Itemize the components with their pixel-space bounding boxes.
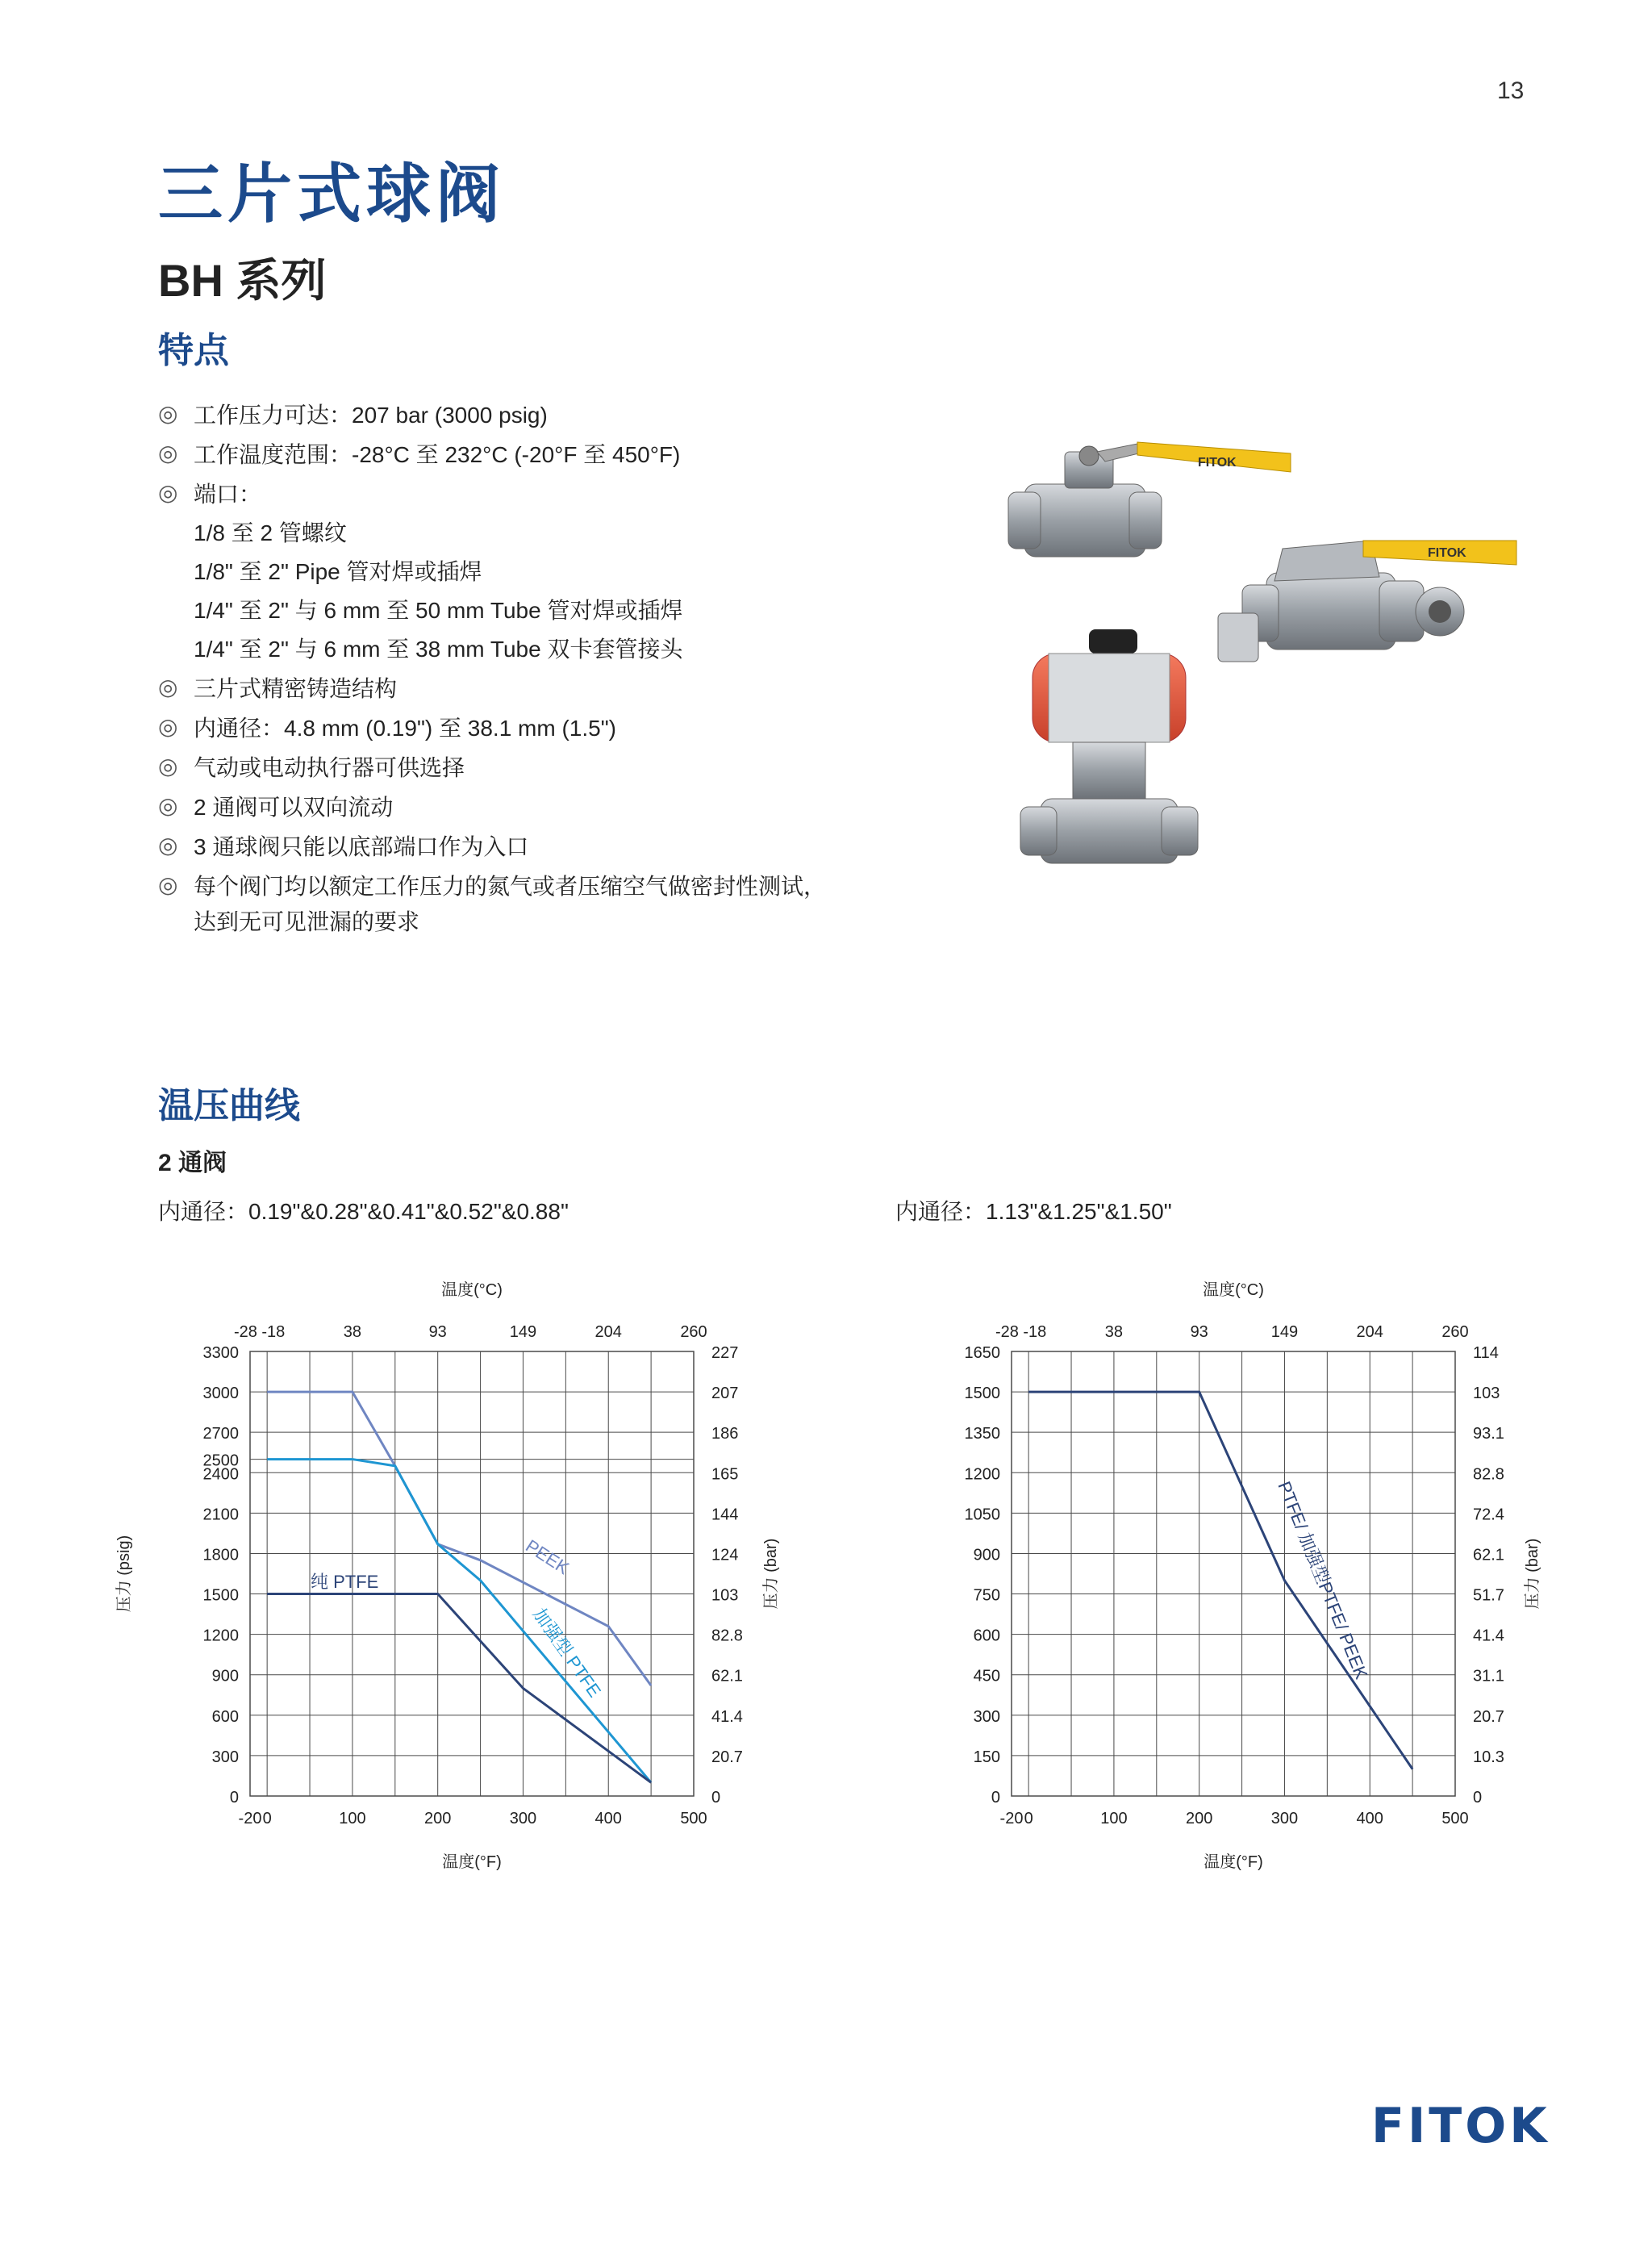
x-tick-label: 500 <box>680 1810 707 1827</box>
two-way-label: 2 通阀 <box>158 1150 227 1176</box>
curve-heading: 温压曲线 <box>158 1086 300 1126</box>
right-tick-label: 93.1 <box>1473 1425 1504 1443</box>
top-tick-label: 38 <box>343 1323 362 1341</box>
right-tick-label: 82.8 <box>1473 1465 1504 1484</box>
top-tick-label: 260 <box>680 1323 707 1341</box>
right-tick-label: 82.8 <box>711 1627 743 1645</box>
x-tick-label: 300 <box>509 1810 537 1827</box>
x-tick-label: 200 <box>424 1810 452 1827</box>
feature-text: 2 通阀可以双向流动 <box>194 794 394 820</box>
y-tick-label: 1350 <box>964 1425 1000 1443</box>
y-tick-label: 1650 <box>964 1344 1000 1362</box>
top-tick-label: 38 <box>1104 1323 1124 1341</box>
feature-item <box>158 394 826 433</box>
top-axis-title: 温度(°C) <box>1203 1281 1264 1299</box>
bullet-icon: ◎ <box>158 754 178 779</box>
fitok-logo: FITOK <box>1371 2098 1550 2154</box>
y-tick-label: 900 <box>973 1546 1000 1564</box>
series-label: PTFE/ 加强型PTFE/ PEEK <box>1274 1478 1372 1682</box>
feature-continuation: 达到无可见泄漏的要求 <box>194 909 420 934</box>
feature-item <box>158 667 826 707</box>
top-tick-label: 204 <box>594 1323 622 1341</box>
y-tick-label: 900 <box>211 1667 239 1685</box>
y-tick-label: 300 <box>211 1748 239 1766</box>
top-tick-label: 93 <box>1190 1323 1208 1341</box>
y-tick-label: 0 <box>991 1789 1000 1807</box>
pressure-temperature-chart-2 <box>826 1243 1652 1888</box>
y-tick-label: 600 <box>973 1627 1000 1645</box>
feature-text: 工作压力可达：207 bar (3000 psig) <box>194 402 548 428</box>
plot-frame <box>1012 1351 1455 1796</box>
x-tick-label: 100 <box>1100 1810 1128 1827</box>
y-tick-label: 2100 <box>202 1506 239 1524</box>
valve-photo-2 <box>1218 541 1516 662</box>
top-tick-label: 204 <box>1356 1323 1383 1341</box>
y-tick-label: 2400 <box>202 1465 239 1484</box>
y-tick-label: 3300 <box>202 1344 239 1362</box>
bullet-icon: ◎ <box>158 480 178 505</box>
right-tick-label: 31.1 <box>1473 1667 1504 1685</box>
series-line <box>1028 1392 1412 1769</box>
feature-item <box>158 746 826 786</box>
right-tick-label: 20.7 <box>1473 1707 1504 1726</box>
product-images <box>1000 428 1565 896</box>
feature-item <box>158 707 826 746</box>
top-tick-label: -28 -18 <box>233 1323 286 1341</box>
top-tick-label: -28 -18 <box>995 1323 1047 1341</box>
right-tick-label: 186 <box>711 1425 739 1443</box>
y-tick-label: 0 <box>229 1789 239 1807</box>
right-tick-label: 114 <box>1473 1344 1499 1362</box>
right-tick-label: 165 <box>711 1465 739 1484</box>
right-tick-label: 0 <box>711 1789 721 1807</box>
series-title: BH 系列 <box>158 255 327 306</box>
features-heading: 特点 <box>158 331 229 370</box>
right-tick-label: 10.3 <box>1473 1748 1504 1766</box>
right-axis-title: 压力 (bar) <box>762 1538 780 1610</box>
right-tick-label: 41.4 <box>711 1707 743 1726</box>
y-tick-label: 2500 <box>202 1451 239 1470</box>
right-tick-label: 144 <box>711 1506 739 1524</box>
y-tick-label: 1200 <box>202 1627 239 1645</box>
y-tick-label: 750 <box>973 1586 1000 1605</box>
y-tick-label: 150 <box>973 1748 1000 1766</box>
series-label: 纯 PTFE <box>311 1572 379 1592</box>
feature-item <box>158 865 826 904</box>
feature-text: 三片式精密铸造结构 <box>194 675 398 701</box>
x-tick-label: 0 <box>262 1810 272 1827</box>
right-tick-label: 103 <box>711 1586 739 1605</box>
bullet-icon: ◎ <box>158 793 178 818</box>
right-tick-label: 0 <box>1473 1789 1483 1807</box>
bullet-icon: ◎ <box>158 714 178 739</box>
y-tick-label: 300 <box>973 1707 1000 1726</box>
page-number: 13 <box>1497 77 1525 104</box>
feature-subitem: 1/8" 至 2" Pipe 管对焊或插焊 <box>194 559 482 584</box>
right-tick-label: 72.4 <box>1473 1506 1504 1524</box>
y-tick-label: 1500 <box>964 1385 1000 1403</box>
pressure-temperature-chart-1 <box>0 1243 826 1888</box>
right-tick-label: 103 <box>1473 1385 1500 1403</box>
feature-item <box>158 473 826 512</box>
x-tick-label: 300 <box>1270 1810 1299 1827</box>
x-tick-label: -20 <box>238 1810 262 1827</box>
y-tick-label: 1050 <box>964 1506 1000 1524</box>
right-tick-label: 124 <box>711 1546 739 1564</box>
right-axis-title: 压力 (bar) <box>1524 1538 1541 1610</box>
y-tick-label: 1500 <box>202 1586 239 1605</box>
y-tick-label: 1200 <box>964 1465 1000 1484</box>
chart-2-caption: 内通径：1.13"&1.25"&1.50" <box>895 1199 1172 1224</box>
x-tick-label: -20 <box>999 1810 1024 1827</box>
y-tick-label: 600 <box>211 1707 239 1726</box>
actuator-valve-photo <box>1020 629 1198 863</box>
x-tick-label: 400 <box>594 1810 622 1827</box>
x-tick-label: 0 <box>1024 1810 1033 1827</box>
right-tick-label: 62.1 <box>1473 1546 1504 1564</box>
series-line <box>267 1460 651 1783</box>
chart-1-caption: 内通径：0.19"&0.28"&0.41"&0.52"&0.88" <box>158 1199 569 1224</box>
y-tick-label: 1800 <box>202 1546 239 1564</box>
features-list <box>158 394 826 937</box>
y-tick-label: 450 <box>973 1667 1000 1685</box>
handle-label-1: FITOK <box>1198 456 1237 470</box>
bullet-icon: ◎ <box>158 833 178 858</box>
feature-text: 气动或电动执行器可供选择 <box>194 754 465 780</box>
handle-label-2: FITOK <box>1428 546 1466 560</box>
x-tick-label: 500 <box>1441 1810 1469 1827</box>
x-axis-title: 温度(°F) <box>442 1853 502 1871</box>
feature-subitem: 1/4" 至 2" 与 6 mm 至 38 mm Tube 双卡套管接头 <box>194 637 683 662</box>
right-tick-label: 62.1 <box>711 1667 743 1685</box>
bullet-icon: ◎ <box>158 872 178 897</box>
right-tick-label: 51.7 <box>1473 1586 1504 1605</box>
feature-text: 内通径：4.8 mm (0.19") 至 38.1 mm (1.5") <box>194 715 616 741</box>
valve-photo-1 <box>1008 442 1291 557</box>
feature-text: 端口： <box>194 481 262 507</box>
x-tick-label: 400 <box>1356 1810 1383 1827</box>
x-tick-label: 200 <box>1186 1810 1213 1827</box>
top-tick-label: 260 <box>1441 1323 1469 1341</box>
feature-item <box>158 825 826 865</box>
page-title: 三片式球阀 <box>158 158 505 230</box>
feature-subitem: 1/8 至 2 管螺纹 <box>194 520 347 545</box>
bullet-icon: ◎ <box>158 675 178 700</box>
y-axis-title: 压力 (psig) <box>115 1535 133 1613</box>
feature-subitem: 1/4" 至 2" 与 6 mm 至 50 mm Tube 管对焊或插焊 <box>194 598 683 623</box>
x-axis-title: 温度(°F) <box>1204 1853 1263 1871</box>
feature-item <box>158 786 826 825</box>
right-tick-label: 207 <box>711 1385 739 1403</box>
right-tick-label: 20.7 <box>711 1748 743 1766</box>
top-tick-label: 93 <box>428 1323 447 1341</box>
top-tick-label: 149 <box>509 1323 537 1341</box>
feature-text: 每个阀门均以额定工作压力的氮气或者压缩空气做密封性测试， <box>194 873 827 899</box>
x-tick-label: 100 <box>339 1810 366 1827</box>
y-tick-label: 3000 <box>202 1385 239 1403</box>
feature-item <box>158 433 826 473</box>
series-line <box>267 1392 651 1685</box>
top-axis-title: 温度(°C) <box>441 1281 503 1299</box>
right-tick-label: 227 <box>711 1344 739 1362</box>
feature-text: 工作温度范围：-28°C 至 232°C (-20°F 至 450°F) <box>194 441 681 467</box>
bullet-icon: ◎ <box>158 441 178 466</box>
series-label: PEEK <box>522 1535 574 1579</box>
y-tick-label: 2700 <box>202 1425 239 1443</box>
feature-text: 3 通球阀只能以底部端口作为入口 <box>194 833 529 859</box>
series-label: 加强型 PTFE <box>528 1604 605 1702</box>
top-tick-label: 149 <box>1270 1323 1299 1341</box>
right-tick-label: 41.4 <box>1473 1627 1504 1645</box>
bullet-icon: ◎ <box>158 401 178 426</box>
